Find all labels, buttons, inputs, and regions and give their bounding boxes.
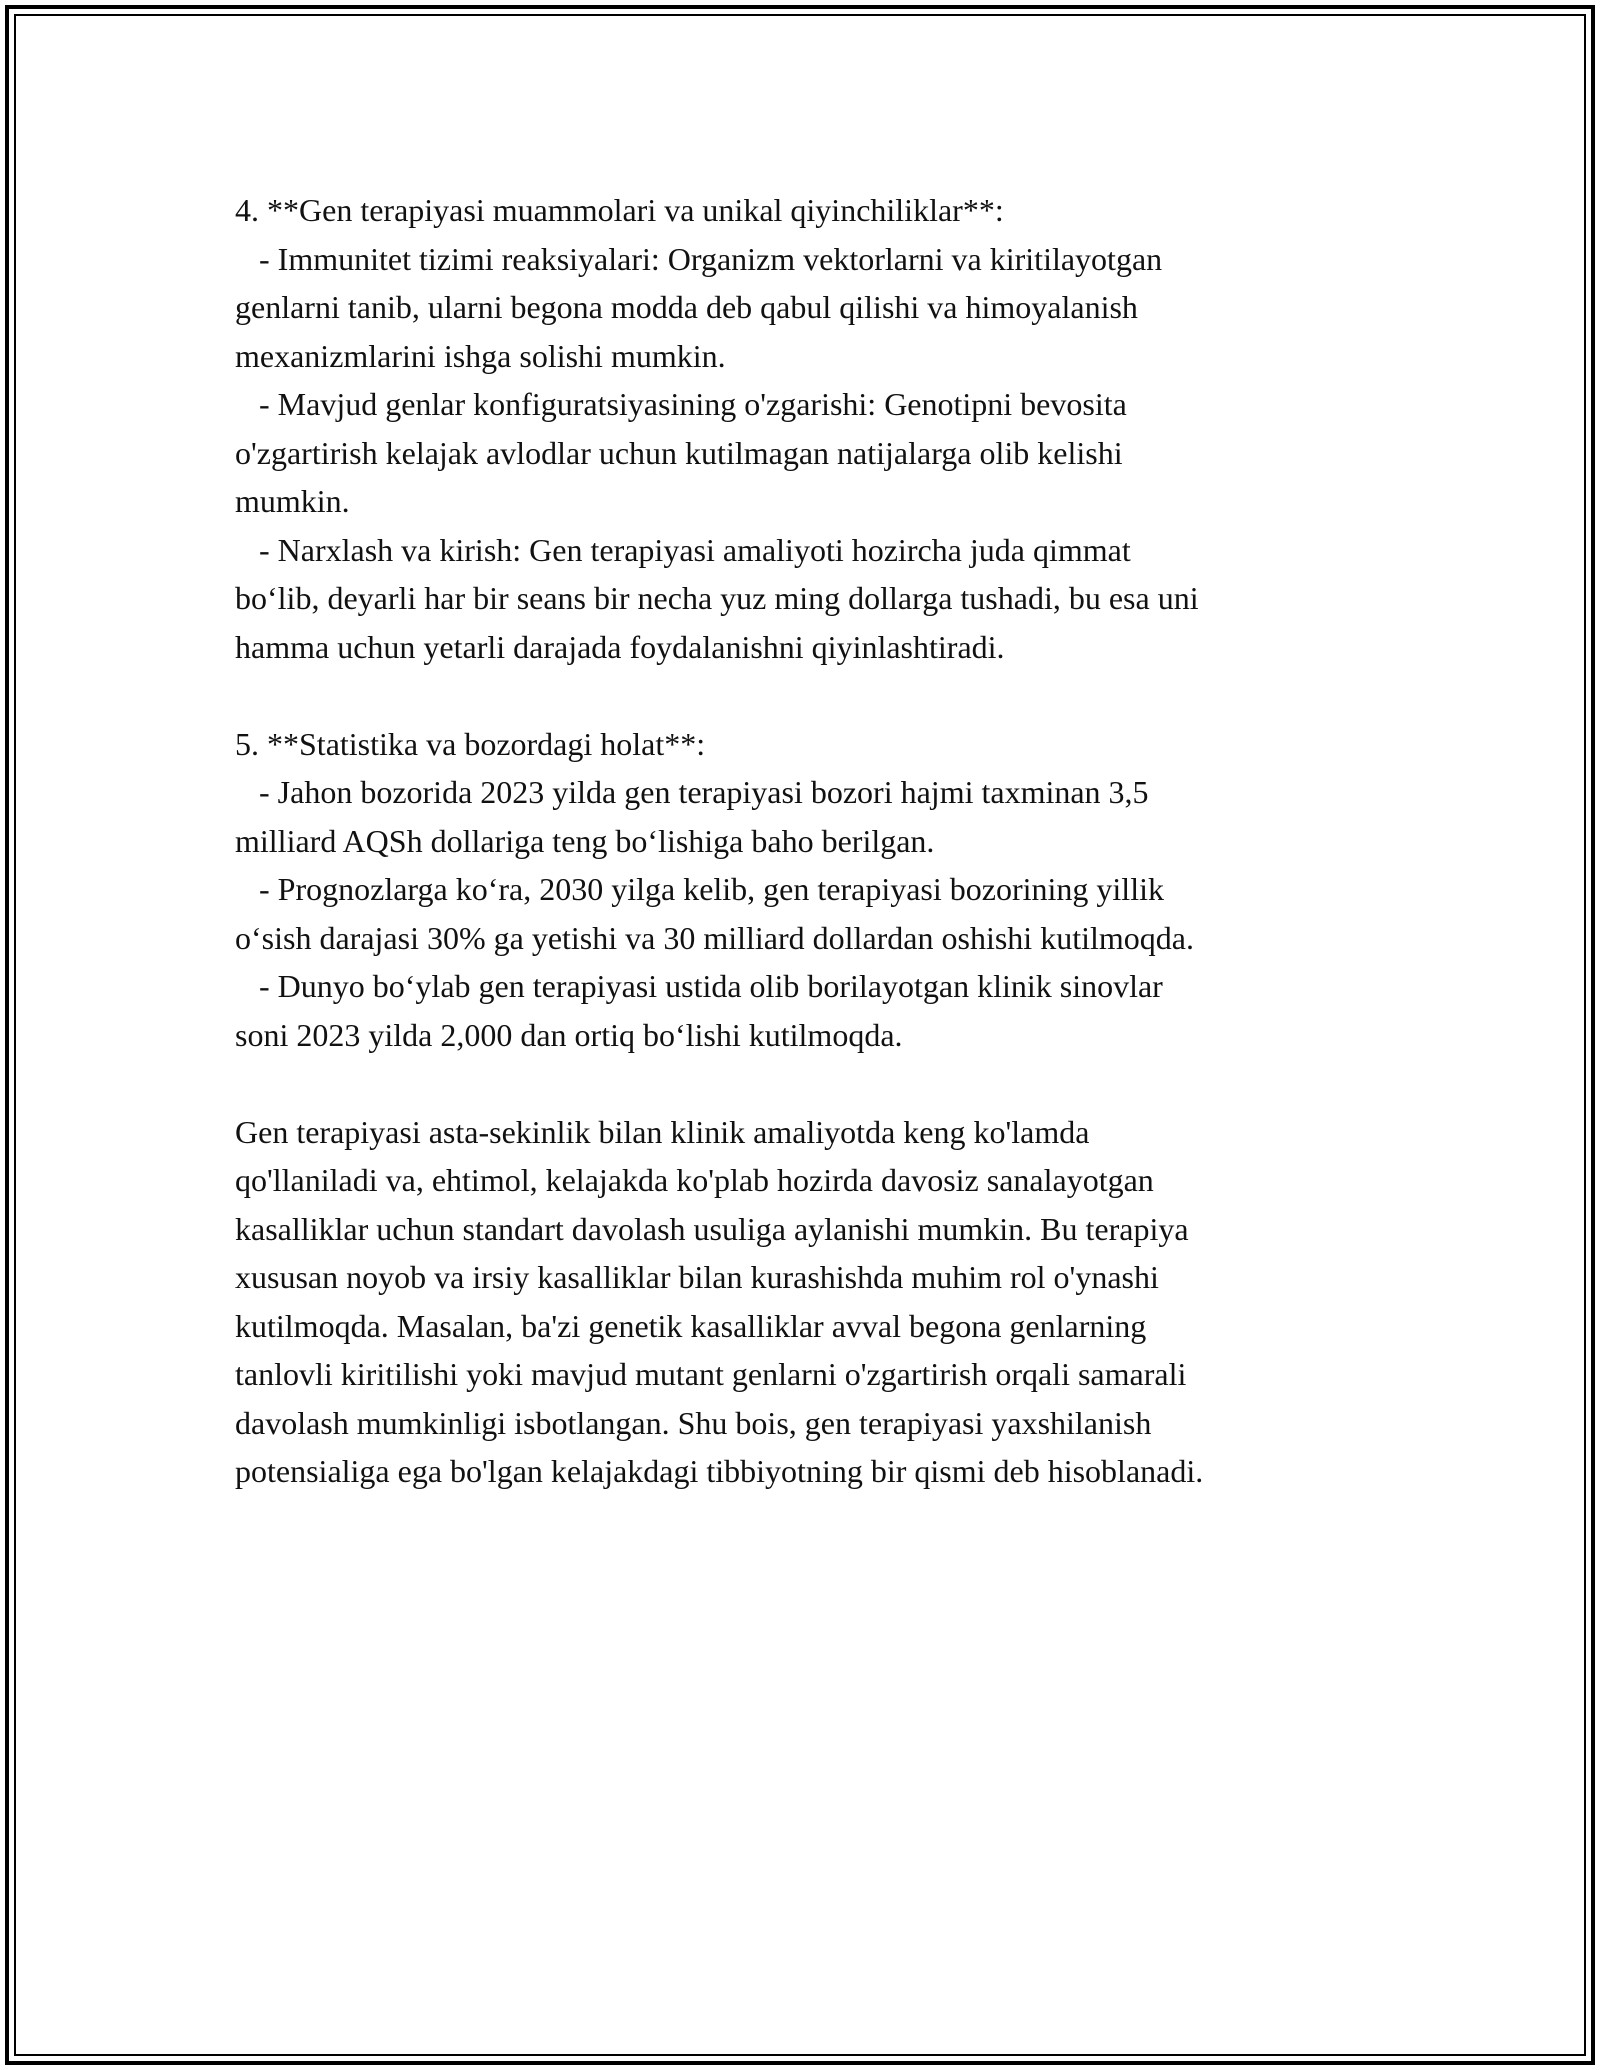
- text-line: xususan noyob va irsiy kasalliklar bilan kurashishda muhim rol o'ynashi: [235, 1259, 1159, 1295]
- text-line: - Immunitet tizimi reaksiyalari: Organizm vektorlarni va kiritilayotgan: [235, 240, 1163, 277]
- section-4-heading: 4. **Gen terapiyasi muammolari va unikal qiyinchiliklar**:: [235, 192, 1004, 228]
- text-line: mexanizmlarini ishga solishi mumkin.: [235, 337, 726, 374]
- section-4: [235, 186, 1395, 671]
- text-line: - Jahon bozorida 2023 yilda gen terapiyasi bozori hajmi taxminan 3,5: [235, 774, 1149, 810]
- text-line: Gen terapiyasi asta-sekinlik bilan klinik amaliyotda keng ko'lamda: [235, 1113, 1090, 1150]
- text-line: - Dunyo bo‘ylab gen terapiyasi ustida olib borilayotgan klinik sinovlar: [235, 968, 1163, 1004]
- text-line: o‘sish darajasi 30% ga yetishi va 30 milliard dollardan oshishi kutilmoqda.: [235, 919, 1194, 956]
- text-line: potensialiga ega bo'lgan kelajakdagi tibbiyotning bir qismi deb hisoblanadi.: [235, 1453, 1204, 1489]
- text-line: qo'llaniladi va, ehtimol, kelajakda ko'plab hozirda davosiz sanalayotgan: [235, 1162, 1154, 1198]
- section-5-item-market-size: [235, 768, 1395, 865]
- conclusion-paragraph: [235, 1108, 1395, 1496]
- text-line: hamma uchun yetarli darajada foydalanishni qiyinlashtiradi.: [235, 628, 1005, 665]
- document-body: [235, 186, 1395, 1496]
- section-4-item-pricing: [235, 526, 1395, 672]
- section-5-item-forecast: [235, 865, 1395, 962]
- text-line: davolash mumkinligi isbotlangan. Shu bois, gen terapiyasi yaxshilanish: [235, 1404, 1152, 1441]
- paragraph-spacer: [235, 671, 1395, 720]
- section-4-item-genotype: [235, 380, 1395, 526]
- text-line: - Prognozlarga ko‘ra, 2030 yilga kelib, gen terapiyasi bozorining yillik: [235, 871, 1164, 907]
- text-line: genlarni tanib, ularni begona modda deb qabul qilishi va himoyalanish: [235, 289, 1138, 325]
- text-line: kutilmoqda. Masalan, ba'zi genetik kasalliklar avval begona genlarning: [235, 1307, 1147, 1344]
- text-line: tanlovli kiritilishi yoki mavjud mutant genlarni o'zgartirish orqali samarali: [235, 1356, 1187, 1392]
- section-4-item-immune: [235, 235, 1395, 381]
- section-5-heading: 5. **Statistika va bozordagi holat**:: [235, 725, 706, 762]
- text-line: soni 2023 yilda 2,000 dan ortiq bo‘lishi kutilmoqda.: [235, 1016, 903, 1053]
- section-5: [235, 720, 1395, 1060]
- text-line: mumkin.: [235, 483, 350, 519]
- text-line: o'zgartirish kelajak avlodlar uchun kutilmagan natijalarga olib kelishi: [235, 434, 1123, 471]
- paragraph-spacer: [235, 1059, 1395, 1108]
- text-line: milliard AQSh dollariga teng bo‘lishiga baho berilgan.: [235, 822, 935, 859]
- text-line: bo‘lib, deyarli har bir seans bir necha yuz ming dollarga tushadi, bu esa uni: [235, 580, 1199, 616]
- text-line: kasalliklar uchun standart davolash usuliga aylanishi mumkin. Bu terapiya: [235, 1210, 1189, 1247]
- text-line: - Narxlash va kirish: Gen terapiyasi amaliyoti hozircha juda qimmat: [235, 531, 1131, 568]
- text-line: - Mavjud genlar konfiguratsiyasining o'zgarishi: Genotipni bevosita: [235, 386, 1127, 422]
- section-5-item-clinical-trials: [235, 962, 1395, 1059]
